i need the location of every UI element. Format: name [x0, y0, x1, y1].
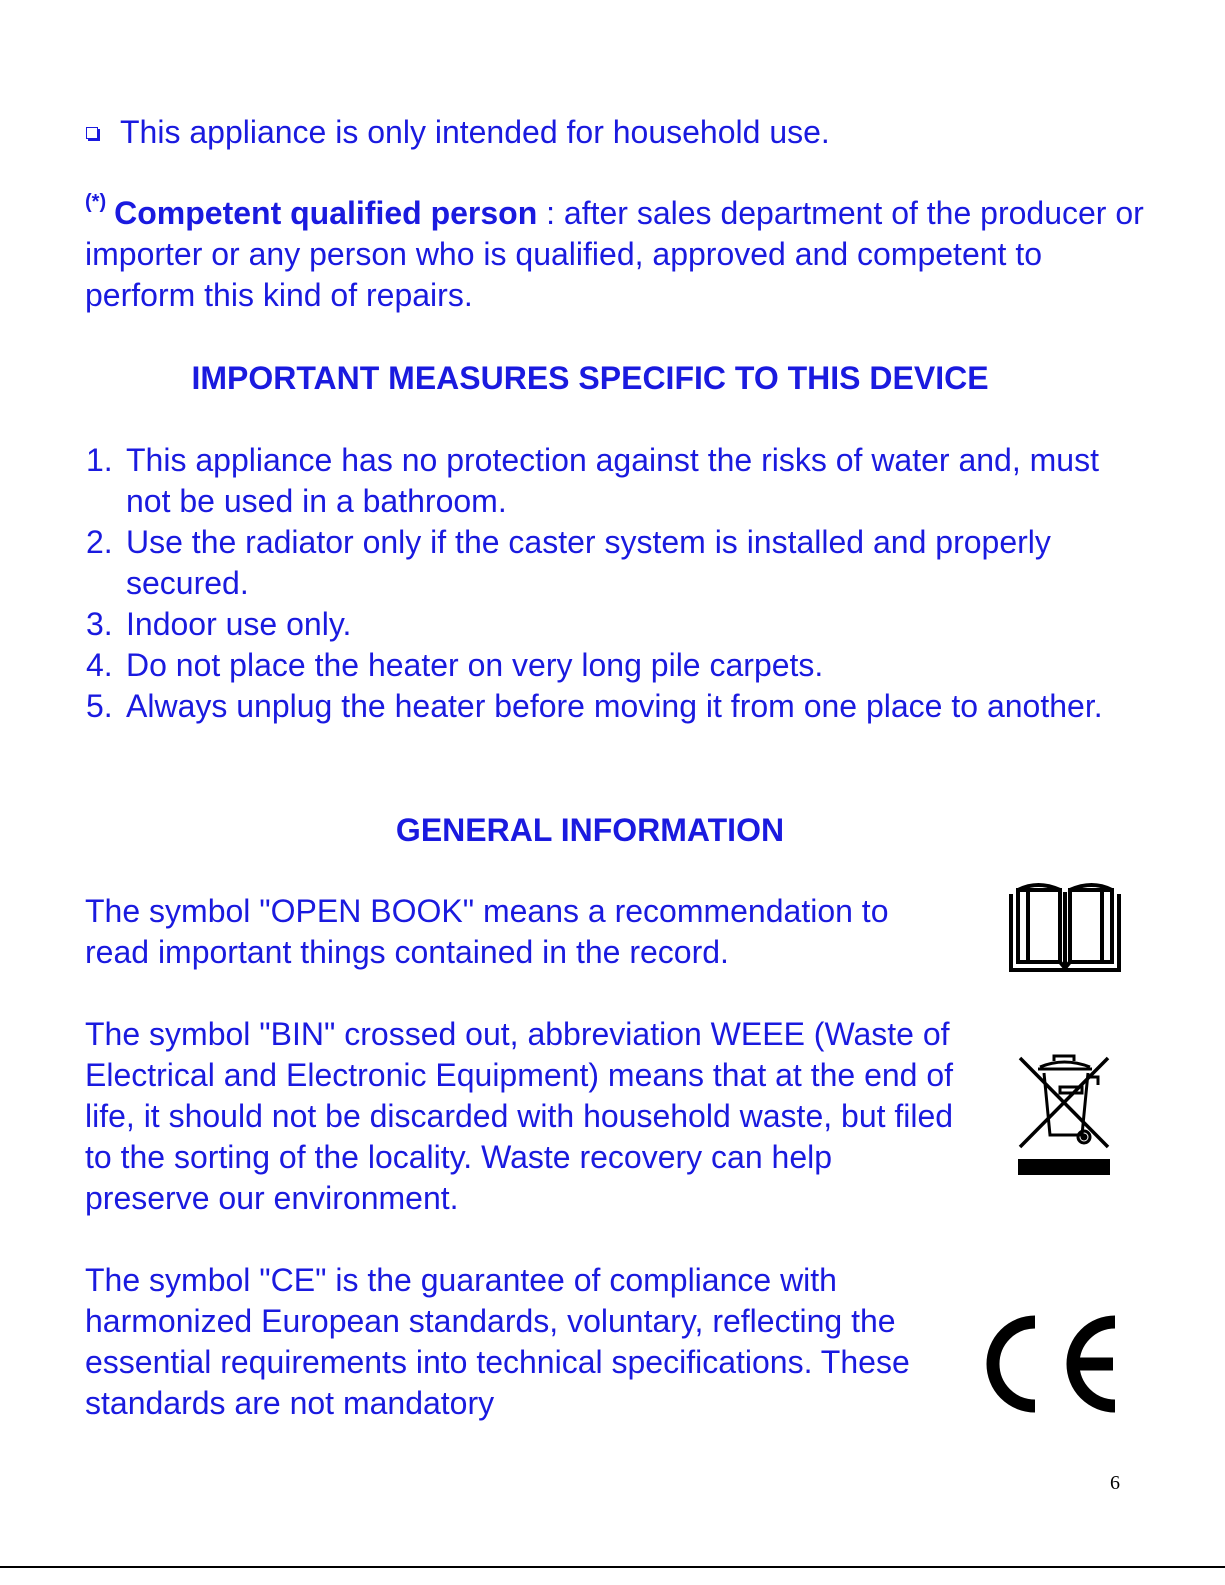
open-book-icon [1008, 878, 1122, 974]
ce-mark-icon [975, 1312, 1123, 1416]
crossed-bin-icon [1014, 1053, 1114, 1179]
list-item: 4. Do not place the heater on very long pile carpets. [86, 647, 824, 683]
footnote-marker: (*) [85, 191, 107, 213]
general-heading: GENERAL INFORMATION [395, 812, 785, 848]
bin-paragraph: The symbol "BIN" crossed out, abbreviation WEEE (Waste of Electrical and Electronic Equipment) means that at the end of life, it should not be discarded with household waste, but filed to the sorting of the locality. Waste recovery can help preserve our environment. [85, 1016, 954, 1216]
definition-text: : after sales department of the producer or importer or any person who is qualified, approved and competent to perform this kind of repairs. [85, 195, 1144, 313]
page-number: 6 [1110, 1472, 1120, 1494]
measures-list [86, 440, 1146, 727]
footer-rule [0, 1566, 1225, 1568]
list-item: 5. Always unplug the heater before moving it from one place to another. [86, 688, 1103, 724]
open-book-paragraph: The symbol "OPEN BOOK" means a recommendation to read important things contained in the record. [85, 893, 889, 970]
bullet-text: This appliance is only intended for household use. [120, 114, 830, 150]
definition-term: Competent qualified person [114, 195, 538, 231]
definition-paragraph [85, 193, 1145, 316]
bullet-square-icon [86, 127, 98, 139]
list-item: 3. Indoor use only. [86, 606, 352, 642]
list-item: 1. This appliance has no protection against the risks of water and, must not be used in a bathroom. [86, 442, 1099, 519]
list-item: 2. Use the radiator only if the caster system is installed and properly secured. [86, 524, 1051, 601]
bullet-household-use [86, 112, 1136, 153]
measures-heading: IMPORTANT MEASURES SPECIFIC TO THIS DEVICE [191, 360, 989, 396]
ce-paragraph: The symbol "CE" is the guarantee of compliance with harmonized European standards, voluntary, reflecting the essential requirements into technical specifications. These standards are not mandatory [85, 1262, 910, 1421]
